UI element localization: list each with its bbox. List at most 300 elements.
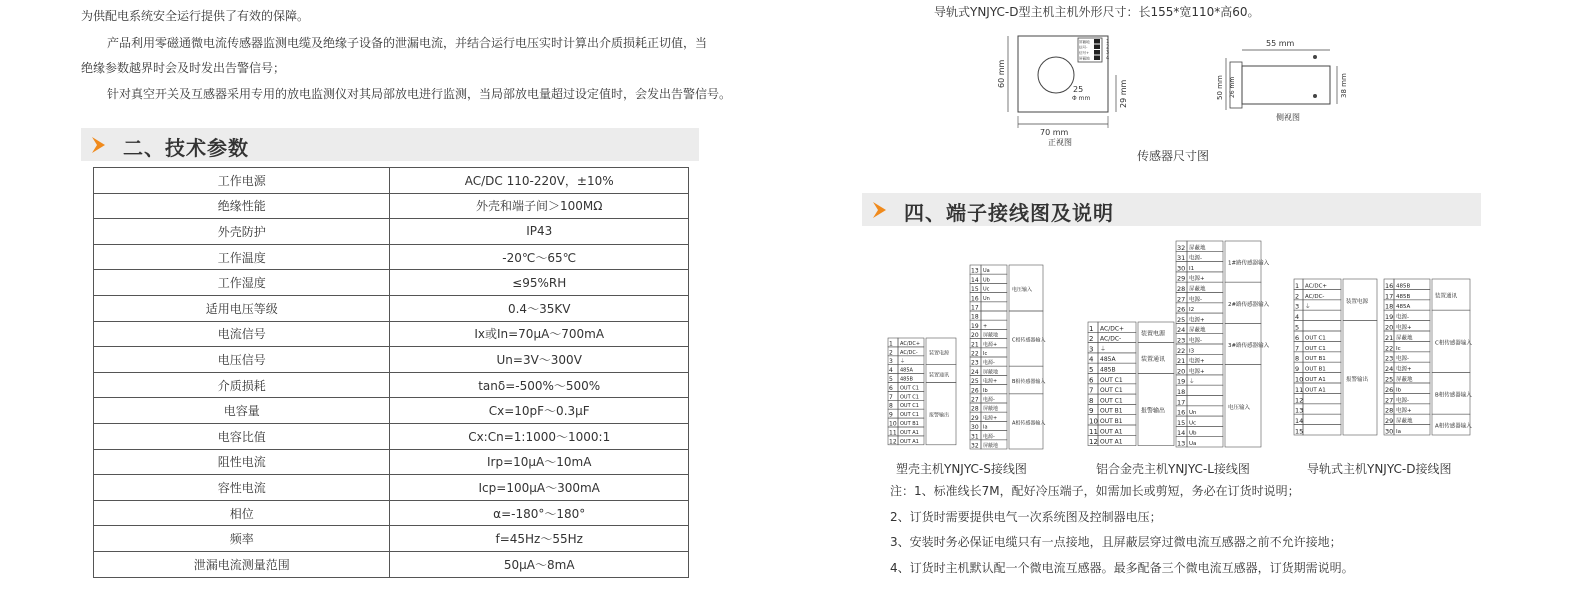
terminal-number: 12 (1295, 396, 1304, 405)
param-value-cell: Un=3V～300V (390, 347, 689, 373)
terminal-group-label: 装置通讯 (1435, 293, 1458, 300)
intro-paragraph-2-line1: 产品利用零磁通微电流传感器监测电缆及绝缘子设备的泄漏电流，并结合运行电压实时计算出介质损耗正切值，当 (107, 36, 708, 50)
terminal-group-label: 报警输出 (929, 412, 950, 419)
table-row (94, 526, 689, 552)
terminal-label: OUT A1 (1305, 387, 1326, 394)
terminal-label: Un (1189, 410, 1197, 417)
terminal-number: 9 (1089, 407, 1094, 416)
terminal-number: 10 (1295, 375, 1304, 384)
terminal-group-label: B相传感器输入 (1012, 379, 1046, 385)
param-value-cell: Ix或In=70μA～700mA (390, 321, 689, 347)
sensor-pin-number: 3 (1106, 50, 1110, 56)
terminal-label: 屏蔽地 (1189, 245, 1206, 252)
terminal-number: 31 (971, 433, 979, 441)
terminal-number: 20 (1385, 323, 1394, 332)
terminal-number: 14 (1177, 429, 1186, 438)
dim-70-label: 70 mm (1040, 128, 1069, 137)
terminal-label-cell (1303, 393, 1341, 403)
terminal-label-cell (981, 311, 1007, 320)
terminal-number: 8 (1295, 354, 1300, 363)
intro-paragraph-2-line2: 绝缘参数越界时会及时发出告警信号； (81, 61, 286, 75)
table-row (94, 500, 689, 526)
tech-params-table (93, 167, 689, 578)
terminal-number: 26 (1177, 305, 1186, 314)
table-row (94, 398, 689, 424)
terminal-number: 18 (1177, 388, 1186, 396)
terminal-label: 电源+ (983, 378, 998, 385)
param-value-cell: IP43 (390, 219, 689, 245)
terminal-number: 16 (1177, 408, 1186, 417)
section-header-wiring (862, 193, 1481, 226)
table-row (94, 193, 689, 219)
terminal-label: 电源+ (1189, 358, 1205, 365)
terminal-number: 30 (1177, 264, 1186, 273)
terminal-number: 21 (1385, 333, 1394, 342)
section-title: 四、端子接线图及说明 (904, 201, 1114, 225)
table-row (94, 449, 689, 475)
terminal-label: 屏蔽地 (983, 332, 999, 339)
sensor-pin-number: 1 (1106, 39, 1110, 45)
table-row (94, 475, 689, 501)
dim-26-label: 26 mm (1229, 76, 1236, 98)
param-name-cell: 工作湿度 (94, 270, 390, 296)
terminal-label: OUT C1 (900, 394, 919, 401)
terminal-number: 23 (1385, 354, 1394, 363)
terminal-number: 6 (1089, 376, 1094, 385)
terminal-number: 8 (1089, 396, 1094, 405)
param-name-cell: 适用电压等级 (94, 295, 390, 321)
terminal-group-label: A相传感器输入 (1435, 423, 1472, 430)
dim-phi-label: Φ mm (1072, 95, 1091, 102)
terminal-label: 电源- (983, 360, 995, 367)
terminal-number: 13 (1177, 439, 1186, 448)
param-value-cell: 50μA～8mA (390, 551, 689, 577)
param-name-cell: 容性电流 (94, 475, 390, 501)
terminal-number: 28 (1177, 285, 1186, 293)
terminal-label: AC/DC- (1100, 335, 1122, 343)
terminal-label-cell (1303, 310, 1341, 320)
note-2: 2、订货时需要提供电气一次系统图及控制器电压； (890, 510, 1162, 524)
terminal-number: 32 (1177, 243, 1186, 252)
terminal-group-label: B相传感器输入 (1435, 392, 1472, 399)
terminal-number: 6 (1295, 333, 1300, 342)
param-value-cell: tanδ=-500%～500% (390, 372, 689, 398)
terminal-number: 24 (1177, 326, 1186, 335)
terminal-number: 18 (1385, 302, 1394, 311)
terminal-label: I2 (1189, 307, 1195, 314)
terminal-label: 电源+ (1396, 408, 1412, 415)
terminal-number: 27 (971, 396, 979, 404)
terminal-label: 屏蔽地 (1396, 418, 1413, 425)
diagram-d-caption: 导轨式主机YNJYC-D接线图 (1307, 462, 1452, 476)
terminal-number: 32 (971, 442, 979, 450)
table-row (94, 321, 689, 347)
terminal-label: OUT C1 (1100, 397, 1123, 405)
dim-55-label: 55 mm (1266, 39, 1295, 48)
terminal-number: 24 (971, 368, 979, 376)
table-row (94, 551, 689, 577)
terminal-number: 29 (1177, 274, 1186, 283)
param-value-cell: -20℃～65℃ (390, 244, 689, 270)
param-value-cell: Icp=100μA～300mA (390, 475, 689, 501)
terminal-number: 5 (889, 376, 893, 383)
terminal-number: 4 (889, 367, 893, 375)
terminal-number: 3 (1295, 302, 1300, 311)
param-value-cell: 外壳和端子间＞100MΩ (390, 193, 689, 219)
terminal-label: 电源+ (983, 341, 998, 348)
terminal-label: OUT C1 (1100, 376, 1123, 384)
terminal-label: Ic (983, 351, 988, 357)
terminal-label-cell (1303, 414, 1341, 424)
note-4: 4、订货时主机默认配一个微电流互感器。最多配备三个微电流互感器，订货期需说明。 (890, 561, 1354, 575)
terminal-number: 7 (1089, 386, 1094, 395)
param-value-cell: Cx:Cn=1:1000～1000:1 (390, 423, 689, 449)
terminal-label: 屏蔽地 (983, 443, 999, 449)
terminal-label: OUT C1 (900, 412, 919, 419)
terminal-group-label: 装置通讯 (929, 372, 950, 379)
terminal-number: 19 (1177, 377, 1186, 386)
note-3: 3、安装时务必保证电缆只有一点接地，且屏蔽层穿过微电流互感器之前不允许接地； (890, 535, 1342, 549)
terminal-number: 30 (1385, 427, 1394, 436)
diagram-s-caption: 塑壳主机YNJYC-S接线图 (896, 462, 1027, 476)
terminal-number: 3 (889, 358, 893, 366)
terminal-number: 23 (971, 359, 979, 367)
terminal-label: 485B (1396, 293, 1411, 300)
param-name-cell: 绝缘性能 (94, 193, 390, 219)
terminal-label: Ib (983, 387, 988, 394)
terminal-label: I3 (1189, 348, 1195, 355)
terminal-number: 2 (1295, 292, 1300, 301)
terminal-number: 11 (889, 429, 897, 437)
dim-29-label: 29 mm (1119, 79, 1128, 108)
terminal-number: 17 (1385, 292, 1394, 301)
terminal-label: OUT C1 (900, 403, 919, 410)
note-1: 注：1、标准线长7M，配好冷压端子，如需加长或剪短，务必在订货时说明； (890, 484, 1300, 498)
terminal-number: 8 (889, 402, 893, 410)
terminal-label: I1 (1189, 265, 1195, 272)
terminal-label: OUT B1 (1100, 407, 1123, 415)
dimension-text: 导轨式YNJYC-D型主机主机外形尺寸：长155*宽110*高60。 (934, 5, 1260, 19)
terminal-number: 10 (889, 420, 897, 428)
param-name-cell: 电容比值 (94, 423, 390, 449)
terminal-label-cell (1187, 385, 1223, 395)
chevron-right-icon (89, 135, 109, 155)
terminal-label-cell (1303, 404, 1341, 414)
terminal-label: 电源+ (1189, 368, 1205, 375)
terminal-label: OUT A1 (900, 429, 919, 436)
terminal-label-cell (981, 302, 1007, 311)
terminal-number: 29 (971, 414, 979, 422)
diagram-l-caption: 铝合金壳主机YNJYC-L接线图 (1096, 462, 1250, 476)
terminal-group-label: C相传感器输入 (1012, 337, 1046, 344)
terminal-number: 23 (1177, 336, 1186, 345)
terminal-label: ⏚ (1305, 304, 1311, 311)
intro-paragraph-end: 为供配电系统安全运行提供了有效的保障。 (81, 9, 310, 23)
section-title: 二、技术参数 (123, 136, 249, 160)
terminal-label: OUT C1 (1305, 345, 1326, 352)
terminal-label: OUT A1 (1100, 438, 1123, 446)
terminal-number: 27 (1385, 396, 1394, 405)
terminal-number: 25 (1385, 375, 1394, 384)
terminal-label: Ub (1189, 430, 1197, 437)
terminal-number: 26 (1385, 385, 1394, 394)
terminal-label: 电源- (1396, 314, 1409, 321)
terminal-label: AC/DC+ (900, 340, 921, 347)
terminal-number: 25 (1177, 315, 1186, 324)
terminal-number: 4 (1295, 313, 1300, 322)
dim-60-label: 60 mm (997, 59, 1006, 88)
param-name-cell: 工作电源 (94, 168, 390, 194)
terminal-label-cell (1303, 321, 1341, 331)
terminal-number: 25 (971, 378, 979, 386)
terminal-label: Ub (983, 277, 990, 284)
sensor-pin (1094, 56, 1100, 61)
table-row (94, 244, 689, 270)
sensor-dimension-drawing (990, 28, 1360, 152)
terminal-group-label: 装置电源 (929, 350, 950, 357)
terminal-label: OUT C1 (1100, 387, 1123, 395)
param-value-cell: Cx=10pF～0.3μF (390, 398, 689, 424)
terminal-label: 屏蔽地 (1396, 335, 1413, 342)
terminal-group-label: 3#路传感器输入 (1228, 343, 1270, 349)
table-row (94, 347, 689, 373)
terminal-label: OUT A1 (900, 438, 919, 445)
terminal-group-label: A相传感器输入 (1012, 420, 1046, 427)
param-value-cell: 0.4～35KV (390, 295, 689, 321)
terminal-number: 1 (889, 340, 893, 348)
sensor-pin-number: 2 (1106, 44, 1110, 51)
terminal-label: OUT B1 (1305, 356, 1326, 363)
sensor-pin-label: 信号+ (1079, 51, 1090, 55)
terminal-label: OUT B1 (900, 421, 919, 427)
terminal-label: Ia (1396, 429, 1401, 435)
dim-38-label: 38 mm (1340, 73, 1348, 98)
terminal-label: OUT A1 (1100, 428, 1123, 436)
terminal-number: 1 (1089, 324, 1094, 333)
terminal-label: 电源+ (1189, 317, 1205, 324)
param-name-cell: 工作温度 (94, 244, 390, 270)
terminal-number: 22 (1385, 344, 1394, 353)
terminal-label: OUT C1 (900, 385, 919, 392)
terminal-number: 17 (1177, 398, 1186, 407)
terminal-label: AC/DC+ (1305, 283, 1328, 290)
terminal-number: 11 (1089, 427, 1098, 436)
terminal-group-label: C相传感器输入 (1435, 340, 1472, 347)
terminal-group-label: 装置通讯 (1141, 356, 1166, 364)
terminal-label: AC/DC- (900, 349, 918, 356)
terminal-number: 22 (1177, 346, 1186, 355)
terminal-label: 屏蔽地 (1189, 286, 1206, 293)
terminal-number: 14 (971, 276, 979, 284)
terminal-label: 电源- (1189, 296, 1202, 303)
param-name-cell: 阻性电流 (94, 449, 390, 475)
terminal-label: 485A (1100, 356, 1116, 364)
terminal-label: 电源+ (1396, 366, 1412, 373)
terminal-label: 电源+ (1396, 325, 1412, 331)
terminal-label: 电源- (1189, 338, 1202, 344)
terminal-label: ⏚ (1100, 345, 1107, 353)
dim-25-label: 25 (1073, 85, 1084, 94)
terminal-group-label: 电压输入 (1012, 287, 1033, 293)
param-value-cell: Irp=10μA～10mA (390, 449, 689, 475)
terminal-number: 28 (1385, 406, 1394, 415)
sensor-pin-number: 4 (1106, 55, 1110, 62)
front-view-label: 正视图 (1048, 138, 1072, 147)
terminal-number: 3 (1089, 345, 1094, 354)
sensor-pin-label: 屏蔽地 (1079, 56, 1090, 61)
param-value-cell: ≤95%RH (390, 270, 689, 296)
terminal-number: 16 (1385, 281, 1394, 290)
terminal-number: 18 (971, 313, 979, 321)
terminal-number: 5 (1089, 366, 1094, 374)
terminal-number: 9 (889, 411, 893, 419)
terminal-label: OUT B1 (1100, 418, 1123, 425)
table-row (94, 423, 689, 449)
terminal-number: 17 (971, 304, 979, 312)
param-name-cell: 电压信号 (94, 347, 390, 373)
terminal-label: 485B (900, 376, 913, 383)
terminal-label: 485A (1396, 304, 1411, 311)
sensor-caption: 传感器尺寸图 (1137, 149, 1210, 163)
terminal-label: Un (983, 295, 990, 302)
param-name-cell: 外壳防护 (94, 219, 390, 245)
terminal-group-label: 报警输出 (1141, 407, 1166, 415)
param-name-cell: 电流信号 (94, 321, 390, 347)
terminal-number: 7 (889, 393, 893, 401)
terminal-label: Ic (1396, 345, 1401, 352)
terminal-number: 15 (971, 286, 979, 294)
param-name-cell: 介质损耗 (94, 372, 390, 398)
terminal-label: AC/DC+ (1100, 325, 1125, 333)
terminal-number: 13 (971, 267, 979, 275)
terminal-number: 31 (1177, 254, 1186, 263)
terminal-number: 7 (1295, 344, 1300, 353)
param-value-cell: f=45Hz～55Hz (390, 526, 689, 552)
terminal-group-label: 装置电源 (1346, 298, 1369, 305)
terminal-group-label: 电压输入 (1228, 404, 1251, 411)
terminal-number: 30 (971, 424, 979, 432)
terminal-label: 485A (900, 367, 913, 374)
table-row (94, 372, 689, 398)
terminal-label: 屏蔽地 (983, 406, 999, 413)
terminal-number: 16 (971, 295, 979, 303)
table-row (94, 219, 689, 245)
terminal-label: Ua (1189, 441, 1197, 447)
terminal-number: 10 (1089, 417, 1098, 426)
terminal-label: OUT A1 (1305, 377, 1326, 383)
terminal-number: 4 (1089, 355, 1094, 364)
terminal-label: ⏚ (1189, 379, 1195, 386)
terminal-number: 12 (889, 438, 897, 446)
terminal-label: 屏蔽地 (1189, 327, 1206, 334)
terminal-number: 27 (1177, 295, 1186, 304)
terminal-number: 15 (1295, 427, 1304, 436)
param-name-cell: 泄漏电流测量范围 (94, 551, 390, 577)
terminal-label: 电源+ (983, 415, 998, 422)
terminal-number: 11 (1295, 385, 1304, 394)
terminal-group-label: 装置电源 (1141, 330, 1166, 338)
terminal-number: 21 (1177, 357, 1186, 366)
terminal-number: 14 (1295, 417, 1304, 426)
terminal-label: 485B (1396, 283, 1411, 290)
terminal-number: 24 (1385, 365, 1394, 374)
wiring-diagrams (880, 238, 1480, 456)
terminal-number: 2 (889, 349, 893, 357)
param-name-cell: 电容量 (94, 398, 390, 424)
terminal-label: Uc (983, 286, 990, 293)
table-row (94, 168, 689, 194)
terminal-label: 电源- (1396, 397, 1409, 404)
terminal-label: OUT B1 (1305, 366, 1326, 373)
terminal-group-label: 2#路传感器输入 (1228, 301, 1270, 308)
terminal-label: 485B (1100, 366, 1116, 374)
sensor-pin (1094, 45, 1100, 50)
terminal-number: 21 (971, 341, 979, 349)
terminal-number: 20 (1177, 367, 1186, 376)
terminal-number: 22 (971, 350, 979, 358)
terminal-label: Uc (1189, 420, 1197, 427)
param-value-cell: AC/DC 110-220V，±10% (390, 168, 689, 194)
chevron-right-icon (870, 200, 890, 220)
terminal-label: 屏蔽地 (983, 369, 999, 376)
terminal-label: + (983, 323, 988, 330)
terminal-number: 6 (889, 384, 893, 392)
terminal-number: 28 (971, 405, 979, 413)
terminal-group-label: 报警输出 (1346, 376, 1369, 383)
param-value-cell: α=-180°～180° (390, 500, 689, 526)
terminal-label: 屏蔽地 (1396, 377, 1413, 383)
terminal-label: 电源+ (1189, 276, 1205, 283)
terminal-label: 电源- (983, 433, 995, 440)
sensor-pin (1094, 39, 1100, 44)
terminal-label: OUT C1 (1305, 335, 1326, 342)
terminal-number: 20 (971, 332, 979, 340)
section-header-tech-params (81, 128, 699, 161)
terminal-label: 电源- (1189, 255, 1202, 262)
terminal-number: 19 (1385, 313, 1394, 322)
sensor-pin-label: 信号- (1079, 45, 1088, 50)
side-view-label: 侧视图 (1276, 113, 1300, 122)
param-name-cell: 频率 (94, 526, 390, 552)
terminal-number: 12 (1089, 438, 1098, 447)
terminal-number: 2 (1089, 335, 1094, 344)
param-name-cell: 相位 (94, 500, 390, 526)
terminal-label: 电源- (1396, 356, 1409, 363)
terminal-label-cell (1303, 425, 1341, 435)
terminal-number: 15 (1177, 418, 1186, 427)
terminal-group-label: 1#路传感器输入 (1228, 260, 1270, 267)
terminal-number: 5 (1295, 323, 1300, 332)
intro-paragraph-3: 针对真空开关及互感器采用专用的放电监测仪对其局部放电进行监测，当局部放电量超过设定值时，会发出告警信号。 (107, 87, 732, 101)
terminal-number: 19 (971, 322, 979, 330)
terminal-label: AC/DC- (1305, 293, 1325, 300)
terminal-number: 13 (1295, 406, 1304, 415)
dim-50-label: 50 mm (1216, 75, 1224, 100)
terminal-number: 29 (1385, 417, 1394, 426)
terminal-label: Ua (983, 268, 990, 275)
terminal-number: 1 (1295, 281, 1300, 290)
terminal-number: 26 (971, 387, 979, 395)
table-row (94, 295, 689, 321)
terminal-label: Ia (983, 424, 988, 431)
sensor-pin (1094, 50, 1100, 55)
table-row (94, 270, 689, 296)
terminal-label: Ib (1396, 387, 1402, 394)
terminal-label: 电源- (983, 397, 995, 403)
sensor-pin-label: 屏蔽地 (1079, 40, 1090, 44)
terminal-number: 9 (1295, 365, 1300, 374)
terminal-label-cell (1187, 396, 1223, 406)
